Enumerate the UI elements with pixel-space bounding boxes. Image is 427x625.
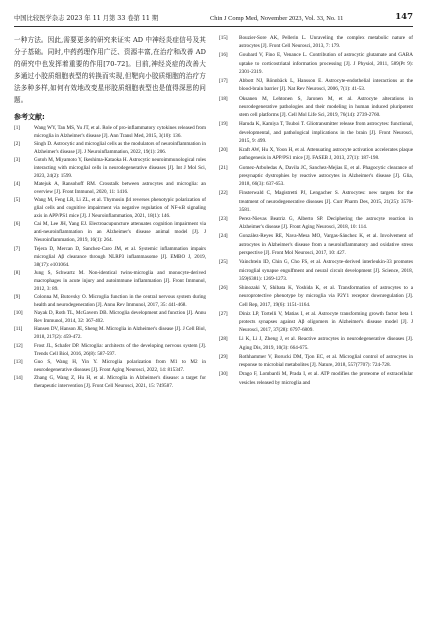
reference-item [219,370,413,387]
reference-item [14,270,206,294]
reference-item [14,326,206,342]
reference-item [219,258,413,283]
reference-item [14,343,206,359]
reference-number: [9] [14,293,20,300]
reference-text: González-Reyes RE, Nava-Mesa MO, Vargas-Sánchez K, et al. Involvement of astrocytes in Alzheimer's disease from a neuroinflammatory and oxidative stress perspective [J]. Front Mol Neurosci, 2017, 10: 427. [239,233,413,257]
reference-text: Shinozaki Y, Shibata K, Yoshida K, et al. Transformation of astrocytes to a neuroprotective phenotype by microglia via P2Y1 receptor downregulation [J]. Cell Rep, 2017, 19(6): 1151-1164. [239,284,413,308]
reference-text: Tejera D, Mercan D, Sanchez-Caro JM, et al. Systemic inflammation impairs microglial Aβ clearance through NLRP3 inflammasome [J]. EMBO J, 2019, 38(17): e101064. [34,245,206,268]
running-header [14,12,413,27]
reference-item [219,335,413,352]
reference-item [219,164,413,189]
reference-number: [16] [219,52,228,59]
page-number: 147 [395,12,413,22]
reference-number: [21] [219,164,228,171]
reference-item [219,34,413,51]
reference-number: [4] [14,181,20,188]
reference-number: [12] [14,342,23,349]
right-column [219,34,413,388]
reference-number: [10] [14,310,23,317]
reference-text: Li K, Li J, Zheng J, et al. Reactive astrocytes in neurodegenerative diseases [J]. Aging Dis, 2019, 10(3): 664-675. [239,336,413,351]
reference-item [219,120,413,145]
reference-number: [1] [14,124,20,131]
references-list-right [219,34,413,387]
reference-text: Zhang G, Wang Z, Hu H, et al. Microglia in Alzheimer's disease: a target for therapeutic intervention [J]. Front Cell Neurosci, 2021, 15: 749587. [34,374,206,389]
reference-item [219,146,413,163]
reference-text: Cai M, Lee JH, Yang EJ. Electroacupuncture attenuates cognition impairment via anti-neuroinflammation in an Alzheimer's disease animal model [J]. J Neuroinflammation, 2019, 16(1): 264. [34,221,206,244]
journal-title-cn: 中国比较医学杂志 2023 年 11 月第 33 卷第 11 期 [14,15,159,22]
reference-text: Diniz LP, Tortelli V, Matias I, et al. Astrocyte transforming growth factor beta 1 protects synapses against Aβ oligomers in Alzheimer's disease model [J]. J Neurosci, 2017, 37(28): 6797-6809. [239,310,413,334]
reference-text: Abbott NJ, Rönnbäck L, Hansson E. Astrocyte-endothelial interactions at the blood-brain barrier [J]. Nat Rev Neurosci, 2006, 7(1): 41-53. [239,78,413,93]
reference-text: Perez-Nievas Beatriz G, Alberto SP. Deciphering the astrocyte reaction in Alzheimer's disease [J]. Front Aging Neurosci, 2018, 10: 114. [239,216,413,231]
reference-text: Wang WY, Tan MS, Yu JT, et al. Role of pro-inflammatory cytokines released from microglia in Alzheimer's disease [J]. Ann Transl Med, 2015, 3(10): 136. [34,124,206,139]
reference-number: [18] [219,95,228,102]
reference-number: [24] [219,233,228,240]
reference-number: [2] [14,140,20,147]
reference-number: [27] [219,310,228,317]
reference-item [219,95,413,120]
reference-text: Wang M, Feng LR, Li ZL, et al. Thymosin β4 reverses phenotypic polarization of glial cells and cognitive impairment via negative regulation of NF-κB signaling axis in APP/PS1 mice [J]. J Neuroinflammation, 2021, 18(1): 146. [34,197,206,220]
reference-item [219,310,413,335]
reference-text: Guo S, Wang H, Yin Y. Microglia polarization from M1 to M2 in neurodegenerative diseases [J]. Front Aging Neurosci, 2022, 14: 815347. [34,358,206,373]
reference-text: Gomez-Arboledas A, Davila JC, Sanchez-Mejias E, et al. Phagocytic clearance of presynaptic dystrophies by reactive astrocytes in Alzheimer's disease [J]. Glia, 2018, 66(3): 637-653. [239,164,413,188]
reference-text: Matejuk A, Ransohoff RM. Crosstalk between astrocytes and microglia: an overview [J]. Front Immunol, 2020, 11: 1416. [34,181,206,196]
reference-number: [26] [219,284,228,291]
reference-item [14,221,206,245]
reference-number: [22] [219,190,228,197]
reference-text: Goubard V, Fino E, Venance L. Contribution of astrocytic glutamate and GABA uptake to corticostriatal information processing [J]. J Physiol, 2011, 589(Pt 9): 2301-2319. [239,52,413,76]
reference-number: [15] [219,35,228,41]
reference-text: Kraft AW, Hu X, Yoon H, et al. Attenuating astrocyte activation accelerates plaque pathogenesis in APP/PS1 mice [J]. FASEB J, 2013, 27(1): 187-198. [239,147,413,162]
reference-text: Nayak D, Roth TL, McGavern DB. Microglia development and function [J]. Annu Rev Immunol, 2014, 32: 367-402. [34,310,206,325]
reference-number: [17] [219,78,228,85]
reference-item [14,310,206,326]
reference-number: [19] [219,121,228,128]
reference-item [14,125,206,141]
reference-item [219,51,413,76]
reference-number: [30] [219,371,228,378]
reference-number: [5] [14,197,20,204]
reference-text: Vainchtein ID, Chin G, Cho FS, et al. Astrocyte-derived interleukin-33 promotes microglial synapse engulfment and neural circuit development [J]. Science, 2018, 359(6381): 1269-1273. [239,259,413,282]
reference-number: [8] [14,269,20,276]
reference-number: [3] [14,156,20,163]
references-list-left [14,125,206,391]
reference-number: [14] [14,374,23,381]
reference-item [14,246,206,270]
reference-text: Hansen DV, Hanson JE, Sheng M. Microglia in Alzheimer's disease [J]. J Cell Biol, 2018, 217(2): 459-472. [34,326,206,341]
reference-text: Bouzier-Sore AK, Pellerin L. Unraveling the complex metabolic nature of astrocytes [J]. Front Cell Neurosci, 2013, 7: 179. [239,35,413,50]
reference-number: [13] [14,358,23,365]
reference-number: [6] [14,221,20,228]
reference-item [14,375,206,391]
reference-number: [11] [14,326,23,333]
reference-item [14,157,206,181]
reference-item [14,359,206,375]
reference-number: [23] [219,216,228,223]
left-column [14,34,206,391]
reference-text: Colonna M, Butovsky O. Microglia function in the central nervous system during health and neurodegeneration [J]. Annu Rev Immunol, 2017, 35: 441-468. [34,293,206,308]
journal-title-en: Chin J Comp Med, November 2023, Vol. 33, No. 11 [210,15,344,22]
reference-number: [20] [219,147,228,154]
reference-number: [28] [219,336,228,343]
reference-item [14,197,206,221]
reference-text: Oksanen M, Lehtonen S, Jaronen M, et al. Astrocyte alterations in neurodegenerative pathologies and their modeling in human induced pluripotent stem cell platforms [J]. Cell Mol Life Sci, 2019, 76(14): 2739-2760. [239,95,413,119]
reference-item [14,181,206,197]
reference-text: Drago F, Lombardi M, Prada I, et al. ATP modifies the proteome of extracellular vesicles released by microglia and [239,371,413,386]
reference-number: [7] [14,245,20,252]
reference-item [219,232,413,257]
body-paragraph: 一种方法。因此,需要更多的研究来证实 AD 中神经炎症信号及其分子基础。同时,中药药理作用广泛、资源丰富,在治疗和改善 AD 的研究中也发挥着重要的作用[70-72]。目前,神经炎症的改善大多通过小胶质细胞表型的转换而实现,但靶向小胶质细胞的治疗方法多种多样,如何有效地改变星形胶质细胞表型也是值得深思的问题。 [14,36,206,105]
reference-item [219,215,413,232]
reference-item [219,284,413,309]
reference-text: Singh D. Astrocytic and microglial cells as the modulators of neuroinflammation in Alzheimer's disease [J]. J Neuroinflammation, 2022, 19(1): 206. [34,140,206,155]
reference-text: Rothhammer V, Borucki DM, Tjon EC, et al. Microglial control of astrocytes in response to microbial metabolites [J]. Nature, 2018, 557(7707): 724-728. [239,353,413,369]
reference-text: Gotoh M, Miyamoto Y, Ikeshima-Kataoka H. Astrocytic neuroimmunological roles interacting with microglial cells in neurodegenerative diseases [J]. Int J Mol Sci, 2023, 24(2): 1599. [34,156,206,179]
reference-number: [25] [219,259,228,266]
reference-item [14,141,206,157]
reference-item [14,294,206,310]
reference-text: Jung S, Schwartz M. Non-identical twins-microglia and monocyte-derived macrophages in acute injury and autoimmune inflammation [J]. Front Immunol, 2012, 3: 89. [34,269,206,292]
reference-item [219,189,413,214]
reference-number: [29] [219,353,228,360]
reference-item [219,77,413,94]
reference-item [219,353,413,370]
reference-text: Finsterwald C, Magistretti PJ, Lengacher S. Astrocytes: new targets for the treatment of neurodegenerative diseases [J]. Curr Pharm Des, 2015, 21(25): 3570-3581. [239,190,413,213]
references-heading: 参考文献: [14,112,45,121]
reference-text: Haruda K, Kamiya T, Tsuboi T. Gliotransmitter release from astrocytes: functional, developmental, and pathological implications in the brain [J]. Front Neurosci, 2015, 9: 499. [239,121,413,144]
reference-text: Frost JL, Schafer DP. Microglia: architects of the developing nervous system [J]. Trends Cell Biol, 2016, 26(8): 587-597. [34,342,206,357]
